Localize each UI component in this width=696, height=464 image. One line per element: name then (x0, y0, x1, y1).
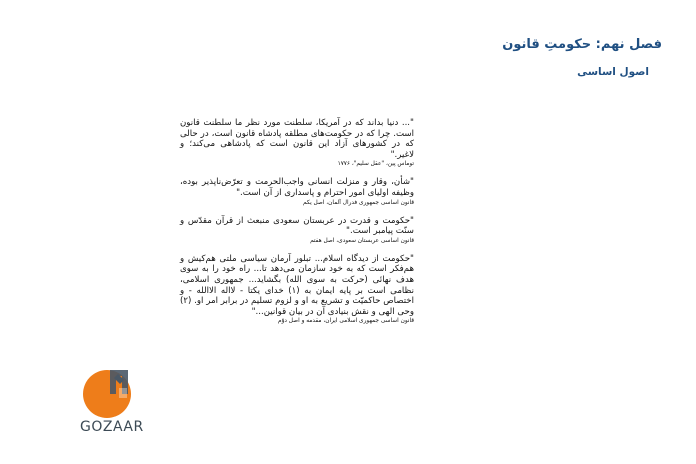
chapter-title: فصل نهم: حکومتِ قانون (502, 37, 662, 52)
quote-block (180, 118, 414, 168)
logo-mark-icon (83, 364, 139, 420)
quote-block (180, 177, 414, 206)
section-title: اصول اساسی (577, 66, 649, 78)
quote-source: قانون اساسی عربستان سعودی، اصل هفتم (310, 237, 414, 244)
quote-source: قانون اساسی جمهوری فدرال آلمان، اصل یکم (303, 199, 414, 206)
quote-source: توماس پین، "عقل سلیم"، ۱۷۷۶ (337, 161, 414, 168)
quote-text: "حکومت و قدرت در عربستان سعودی منبعث از قرآن مقدّس و سنّت پیامبر است." (180, 215, 414, 237)
quote-text: "... دنیا بداند که در آمریکا، سلطنت مورد نظر ما سلطنت قانون است. چرا که در حکومت‌های مطلقه پادشاه قانون است، در حالی که در کشورهای آزاد این قانون است که پادشاهی می‌کند؛ و لاغیر." (180, 118, 414, 160)
gozaar-logo (80, 364, 146, 436)
logo-wordmark: GOZAAR (80, 419, 144, 435)
quote-source: قانون اساسی جمهوری اسلامی ایران، مقدمه و اصل دوّم (277, 318, 414, 325)
quote-text: "حکومت از دیدگاه اسلام... تبلور آرمان سیاسی ملتی هم‌کیش و هم‌فکر است که به خود سازمان می‌دهد تا... راه خود را به سوی هدف نهائی (حرکت به سوی الله) بگشاید... جمهوری اسلامی، نظامی است بر پایه ایمان به (۱) خدای یکتا - لااله الاالله - و اختصاص حاکمیّت و تشریع به او و لزوم تسلیم در برابر امر او. (۲) وحی الهی و نقش بنیادی آن در بیان قوانین..." (180, 253, 414, 317)
quote-text: "شأن، وقار و منزلت انسانی واجب‌الحرمت و تعرّض‌ناپذیر بوده، وظیفه اولیای امور احترام و پاسداری از آن است." (180, 177, 414, 198)
quote-block (180, 216, 414, 245)
quote-block (180, 254, 414, 326)
quotes-list (180, 118, 414, 334)
